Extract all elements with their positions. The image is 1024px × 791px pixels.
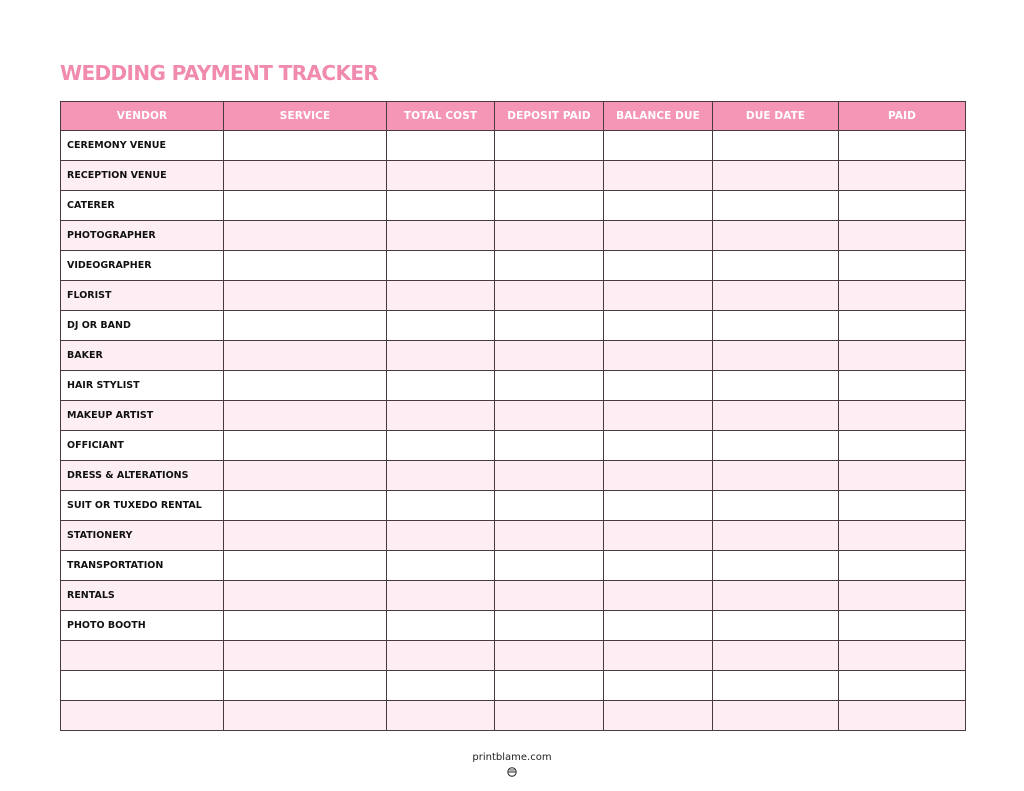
cell-service[interactable] <box>224 641 387 671</box>
cell-service[interactable] <box>224 461 387 491</box>
cell-service[interactable] <box>224 671 387 701</box>
cell-total-cost[interactable] <box>387 371 495 401</box>
cell-service[interactable] <box>224 281 387 311</box>
table-row <box>61 161 966 191</box>
cell-paid[interactable] <box>839 371 966 401</box>
cell-deposit-paid[interactable] <box>495 191 604 221</box>
cell-balance-due[interactable] <box>604 161 713 191</box>
table-row <box>61 131 966 161</box>
table-row <box>61 461 966 491</box>
column-header-deposit-paid: DEPOSIT PAID <box>495 102 604 131</box>
cell-due-date[interactable] <box>713 611 839 641</box>
cell-paid[interactable] <box>839 461 966 491</box>
table-row <box>61 341 966 371</box>
cell-deposit-paid[interactable] <box>495 251 604 281</box>
cell-deposit-paid[interactable] <box>495 341 604 371</box>
cell-vendor: PHOTOGRAPHER <box>61 221 224 251</box>
cell-balance-due[interactable] <box>604 581 713 611</box>
cell-paid[interactable] <box>839 251 966 281</box>
cell-total-cost[interactable] <box>387 641 495 671</box>
table-body <box>61 131 966 731</box>
cell-paid[interactable] <box>839 191 966 221</box>
cell-vendor: FLORIST <box>61 281 224 311</box>
cell-balance-due[interactable] <box>604 311 713 341</box>
cell-deposit-paid[interactable] <box>495 701 604 731</box>
cell-due-date[interactable] <box>713 551 839 581</box>
cell-total-cost[interactable] <box>387 491 495 521</box>
cell-due-date[interactable] <box>713 341 839 371</box>
cell-total-cost[interactable] <box>387 131 495 161</box>
cell-balance-due[interactable] <box>604 701 713 731</box>
cell-service[interactable] <box>224 401 387 431</box>
table-row <box>61 401 966 431</box>
cell-deposit-paid[interactable] <box>495 461 604 491</box>
cell-balance-due[interactable] <box>604 281 713 311</box>
table-row <box>61 371 966 401</box>
table-row <box>61 611 966 641</box>
cell-balance-due[interactable] <box>604 401 713 431</box>
table-row <box>61 641 966 671</box>
cell-balance-due[interactable] <box>604 371 713 401</box>
cell-service[interactable] <box>224 431 387 461</box>
cell-due-date[interactable] <box>713 401 839 431</box>
cell-total-cost[interactable] <box>387 551 495 581</box>
cell-due-date[interactable] <box>713 191 839 221</box>
cell-service[interactable] <box>224 701 387 731</box>
table-row <box>61 431 966 461</box>
cell-service[interactable] <box>224 191 387 221</box>
cell-deposit-paid[interactable] <box>495 311 604 341</box>
cell-vendor: HAIR STYLIST <box>61 371 224 401</box>
cell-total-cost[interactable] <box>387 311 495 341</box>
cell-total-cost[interactable] <box>387 221 495 251</box>
cell-balance-due[interactable] <box>604 251 713 281</box>
cell-deposit-paid[interactable] <box>495 641 604 671</box>
table-row <box>61 521 966 551</box>
cell-balance-due[interactable] <box>604 131 713 161</box>
cell-paid[interactable] <box>839 491 966 521</box>
cell-paid[interactable] <box>839 611 966 641</box>
cell-deposit-paid[interactable] <box>495 371 604 401</box>
cell-total-cost[interactable] <box>387 461 495 491</box>
cell-vendor: SUIT OR TUXEDO RENTAL <box>61 491 224 521</box>
table-row <box>61 281 966 311</box>
cell-due-date[interactable] <box>713 581 839 611</box>
cell-service[interactable] <box>224 491 387 521</box>
cell-service[interactable] <box>224 131 387 161</box>
cell-balance-due[interactable] <box>604 521 713 551</box>
cell-due-date[interactable] <box>713 521 839 551</box>
table-row <box>61 551 966 581</box>
cell-deposit-paid[interactable] <box>495 281 604 311</box>
cell-paid[interactable] <box>839 671 966 701</box>
cell-deposit-paid[interactable] <box>495 491 604 521</box>
cell-balance-due[interactable] <box>604 191 713 221</box>
cell-vendor: MAKEUP ARTIST <box>61 401 224 431</box>
column-header-service: SERVICE <box>224 102 387 131</box>
cell-due-date[interactable] <box>713 491 839 521</box>
cell-total-cost[interactable] <box>387 281 495 311</box>
column-header-balance-due: BALANCE DUE <box>604 102 713 131</box>
cell-due-date[interactable] <box>713 701 839 731</box>
cell-vendor: CEREMONY VENUE <box>61 131 224 161</box>
cell-vendor: RENTALS <box>61 581 224 611</box>
cell-service[interactable] <box>224 311 387 341</box>
table-row <box>61 701 966 731</box>
cell-vendor <box>61 701 224 731</box>
cell-paid[interactable] <box>839 641 966 671</box>
cell-due-date[interactable] <box>713 641 839 671</box>
cell-due-date[interactable] <box>713 431 839 461</box>
cell-total-cost[interactable] <box>387 251 495 281</box>
cell-total-cost[interactable] <box>387 581 495 611</box>
cell-due-date[interactable] <box>713 161 839 191</box>
cell-vendor: BAKER <box>61 341 224 371</box>
cell-balance-due[interactable] <box>604 551 713 581</box>
cell-vendor: DRESS & ALTERATIONS <box>61 461 224 491</box>
cell-due-date[interactable] <box>713 371 839 401</box>
cell-service[interactable] <box>224 251 387 281</box>
cell-vendor: VIDEOGRAPHER <box>61 251 224 281</box>
cell-total-cost[interactable] <box>387 611 495 641</box>
cell-service[interactable] <box>224 581 387 611</box>
cell-total-cost[interactable] <box>387 671 495 701</box>
cell-deposit-paid[interactable] <box>495 221 604 251</box>
cell-paid[interactable] <box>839 401 966 431</box>
cell-due-date[interactable] <box>713 251 839 281</box>
cell-paid[interactable] <box>839 701 966 731</box>
cell-due-date[interactable] <box>713 131 839 161</box>
cell-paid[interactable] <box>839 551 966 581</box>
cell-paid[interactable] <box>839 311 966 341</box>
column-header-due-date: DUE DATE <box>713 102 839 131</box>
cell-service[interactable] <box>224 611 387 641</box>
cell-service[interactable] <box>224 221 387 251</box>
cell-deposit-paid[interactable] <box>495 581 604 611</box>
table-row <box>61 221 966 251</box>
table-header-row <box>61 102 966 131</box>
footer-site: printblame.com <box>472 752 552 763</box>
cell-total-cost[interactable] <box>387 431 495 461</box>
cell-vendor: OFFICIANT <box>61 431 224 461</box>
cell-vendor: STATIONERY <box>61 521 224 551</box>
cell-paid[interactable] <box>839 341 966 371</box>
cell-total-cost[interactable] <box>387 701 495 731</box>
cell-balance-due[interactable] <box>604 431 713 461</box>
cell-balance-due[interactable] <box>604 461 713 491</box>
cell-vendor: TRANSPORTATION <box>61 551 224 581</box>
cell-due-date[interactable] <box>713 221 839 251</box>
cell-deposit-paid[interactable] <box>495 131 604 161</box>
cell-paid[interactable] <box>839 581 966 611</box>
cell-due-date[interactable] <box>713 281 839 311</box>
cell-vendor: CATERER <box>61 191 224 221</box>
cell-paid[interactable] <box>839 281 966 311</box>
table-row <box>61 581 966 611</box>
page-title: WEDDING PAYMENT TRACKER <box>60 61 379 85</box>
table-row <box>61 191 966 221</box>
cell-total-cost[interactable] <box>387 191 495 221</box>
printblame-logo-icon <box>507 767 517 777</box>
cell-deposit-paid[interactable] <box>495 431 604 461</box>
cell-paid[interactable] <box>839 431 966 461</box>
column-header-total-cost: TOTAL COST <box>387 102 495 131</box>
table-row <box>61 251 966 281</box>
cell-due-date[interactable] <box>713 671 839 701</box>
cell-balance-due[interactable] <box>604 671 713 701</box>
table-row <box>61 491 966 521</box>
cell-deposit-paid[interactable] <box>495 671 604 701</box>
cell-due-date[interactable] <box>713 461 839 491</box>
cell-vendor <box>61 641 224 671</box>
cell-paid[interactable] <box>839 521 966 551</box>
column-header-paid: PAID <box>839 102 966 131</box>
cell-paid[interactable] <box>839 221 966 251</box>
cell-due-date[interactable] <box>713 311 839 341</box>
cell-vendor: RECEPTION VENUE <box>61 161 224 191</box>
table-row <box>61 311 966 341</box>
cell-deposit-paid[interactable] <box>495 611 604 641</box>
cell-total-cost[interactable] <box>387 341 495 371</box>
payment-tracker-table <box>60 101 966 731</box>
cell-service[interactable] <box>224 551 387 581</box>
cell-service[interactable] <box>224 341 387 371</box>
cell-vendor: PHOTO BOOTH <box>61 611 224 641</box>
table-row <box>61 671 966 701</box>
cell-deposit-paid[interactable] <box>495 521 604 551</box>
column-header-vendor: VENDOR <box>61 102 224 131</box>
cell-balance-due[interactable] <box>604 341 713 371</box>
cell-balance-due[interactable] <box>604 641 713 671</box>
cell-deposit-paid[interactable] <box>495 551 604 581</box>
cell-balance-due[interactable] <box>604 491 713 521</box>
cell-total-cost[interactable] <box>387 401 495 431</box>
cell-paid[interactable] <box>839 161 966 191</box>
cell-service[interactable] <box>224 371 387 401</box>
cell-total-cost[interactable] <box>387 161 495 191</box>
cell-balance-due[interactable] <box>604 221 713 251</box>
cell-deposit-paid[interactable] <box>495 161 604 191</box>
cell-paid[interactable] <box>839 131 966 161</box>
cell-vendor: DJ OR BAND <box>61 311 224 341</box>
cell-vendor <box>61 671 224 701</box>
cell-total-cost[interactable] <box>387 521 495 551</box>
cell-service[interactable] <box>224 161 387 191</box>
cell-deposit-paid[interactable] <box>495 401 604 431</box>
cell-service[interactable] <box>224 521 387 551</box>
cell-balance-due[interactable] <box>604 611 713 641</box>
